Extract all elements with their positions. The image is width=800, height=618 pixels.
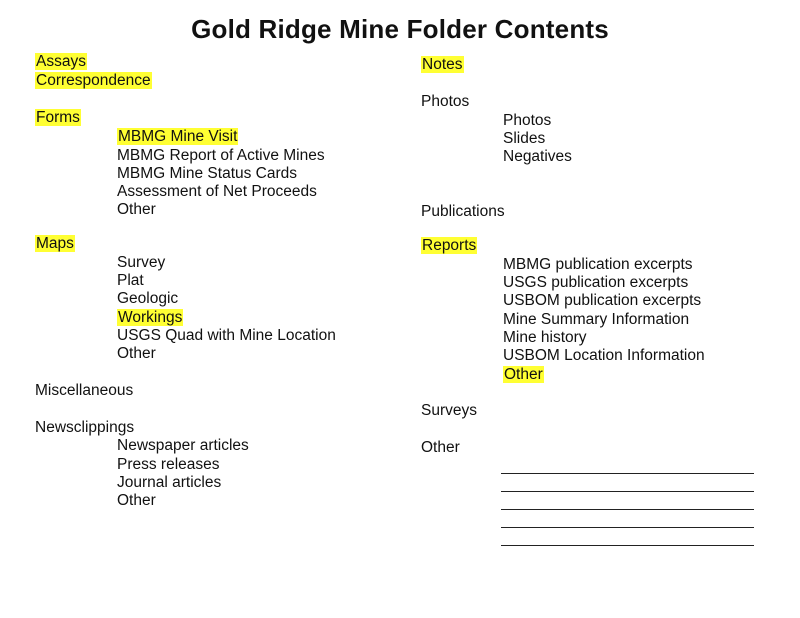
write-in-line [501, 545, 754, 546]
newsclippings-item-press: Press releases [117, 456, 220, 473]
reports-item-usbom-location: USBOM Location Information [503, 347, 705, 364]
category-other: Other [421, 439, 460, 456]
forms-item-status-cards: MBMG Mine Status Cards [117, 165, 298, 182]
category-miscellaneous: Miscellaneous [35, 382, 134, 399]
photos-item-photos: Photos [503, 112, 552, 129]
reports-item-summary: Mine Summary Information [503, 311, 690, 328]
page-title: Gold Ridge Mine Folder Contents [191, 14, 609, 44]
write-in-line [501, 509, 754, 510]
reports-item-usgs: USGS publication excerpts [503, 274, 689, 291]
maps-item-geologic: Geologic [117, 290, 179, 307]
maps-item-plat: Plat [117, 272, 144, 289]
maps-item-other: Other [117, 345, 156, 362]
reports-item-label: Other [504, 366, 543, 383]
reports-item-usbom: USBOM publication excerpts [503, 292, 702, 309]
assays-label: Assays [36, 53, 86, 70]
reports-item-mbmg: MBMG publication excerpts [503, 256, 693, 273]
forms-label: Forms [36, 109, 80, 126]
category-correspondence [35, 72, 152, 90]
notes-label: Notes [422, 56, 463, 73]
category-notes [421, 56, 464, 74]
newsclippings-item-newspaper: Newspaper articles [117, 437, 249, 454]
write-in-line [501, 473, 754, 474]
forms-item-label: MBMG Mine Visit [118, 128, 238, 145]
category-assays [35, 53, 87, 71]
category-photos: Photos [421, 93, 470, 110]
forms-item-net-proceeds: Assessment of Net Proceeds [117, 183, 317, 200]
maps-item-label: Workings [118, 309, 183, 326]
photos-item-slides: Slides [503, 130, 546, 147]
maps-item-usgs-quad: USGS Quad with Mine Location [117, 327, 336, 344]
reports-item-other [503, 366, 544, 384]
newsclippings-item-other: Other [117, 492, 156, 509]
reports-label: Reports [422, 237, 477, 254]
category-forms [35, 109, 81, 127]
correspondence-label: Correspondence [36, 72, 151, 89]
category-maps [35, 235, 75, 253]
category-reports [421, 237, 477, 255]
write-in-line [501, 491, 754, 492]
maps-label: Maps [36, 235, 74, 252]
forms-item-mbmg-mine-visit [117, 128, 238, 146]
category-surveys: Surveys [421, 402, 477, 419]
write-in-line [501, 527, 754, 528]
forms-item-active-mines: MBMG Report of Active Mines [117, 147, 325, 164]
category-newsclippings: Newsclippings [35, 419, 135, 436]
newsclippings-item-journal: Journal articles [117, 474, 222, 491]
maps-item-workings [117, 309, 183, 327]
reports-item-history: Mine history [503, 329, 587, 346]
photos-item-negatives: Negatives [503, 148, 572, 165]
category-publications: Publications [421, 203, 505, 220]
forms-item-other: Other [117, 201, 156, 218]
maps-item-survey: Survey [117, 254, 166, 271]
